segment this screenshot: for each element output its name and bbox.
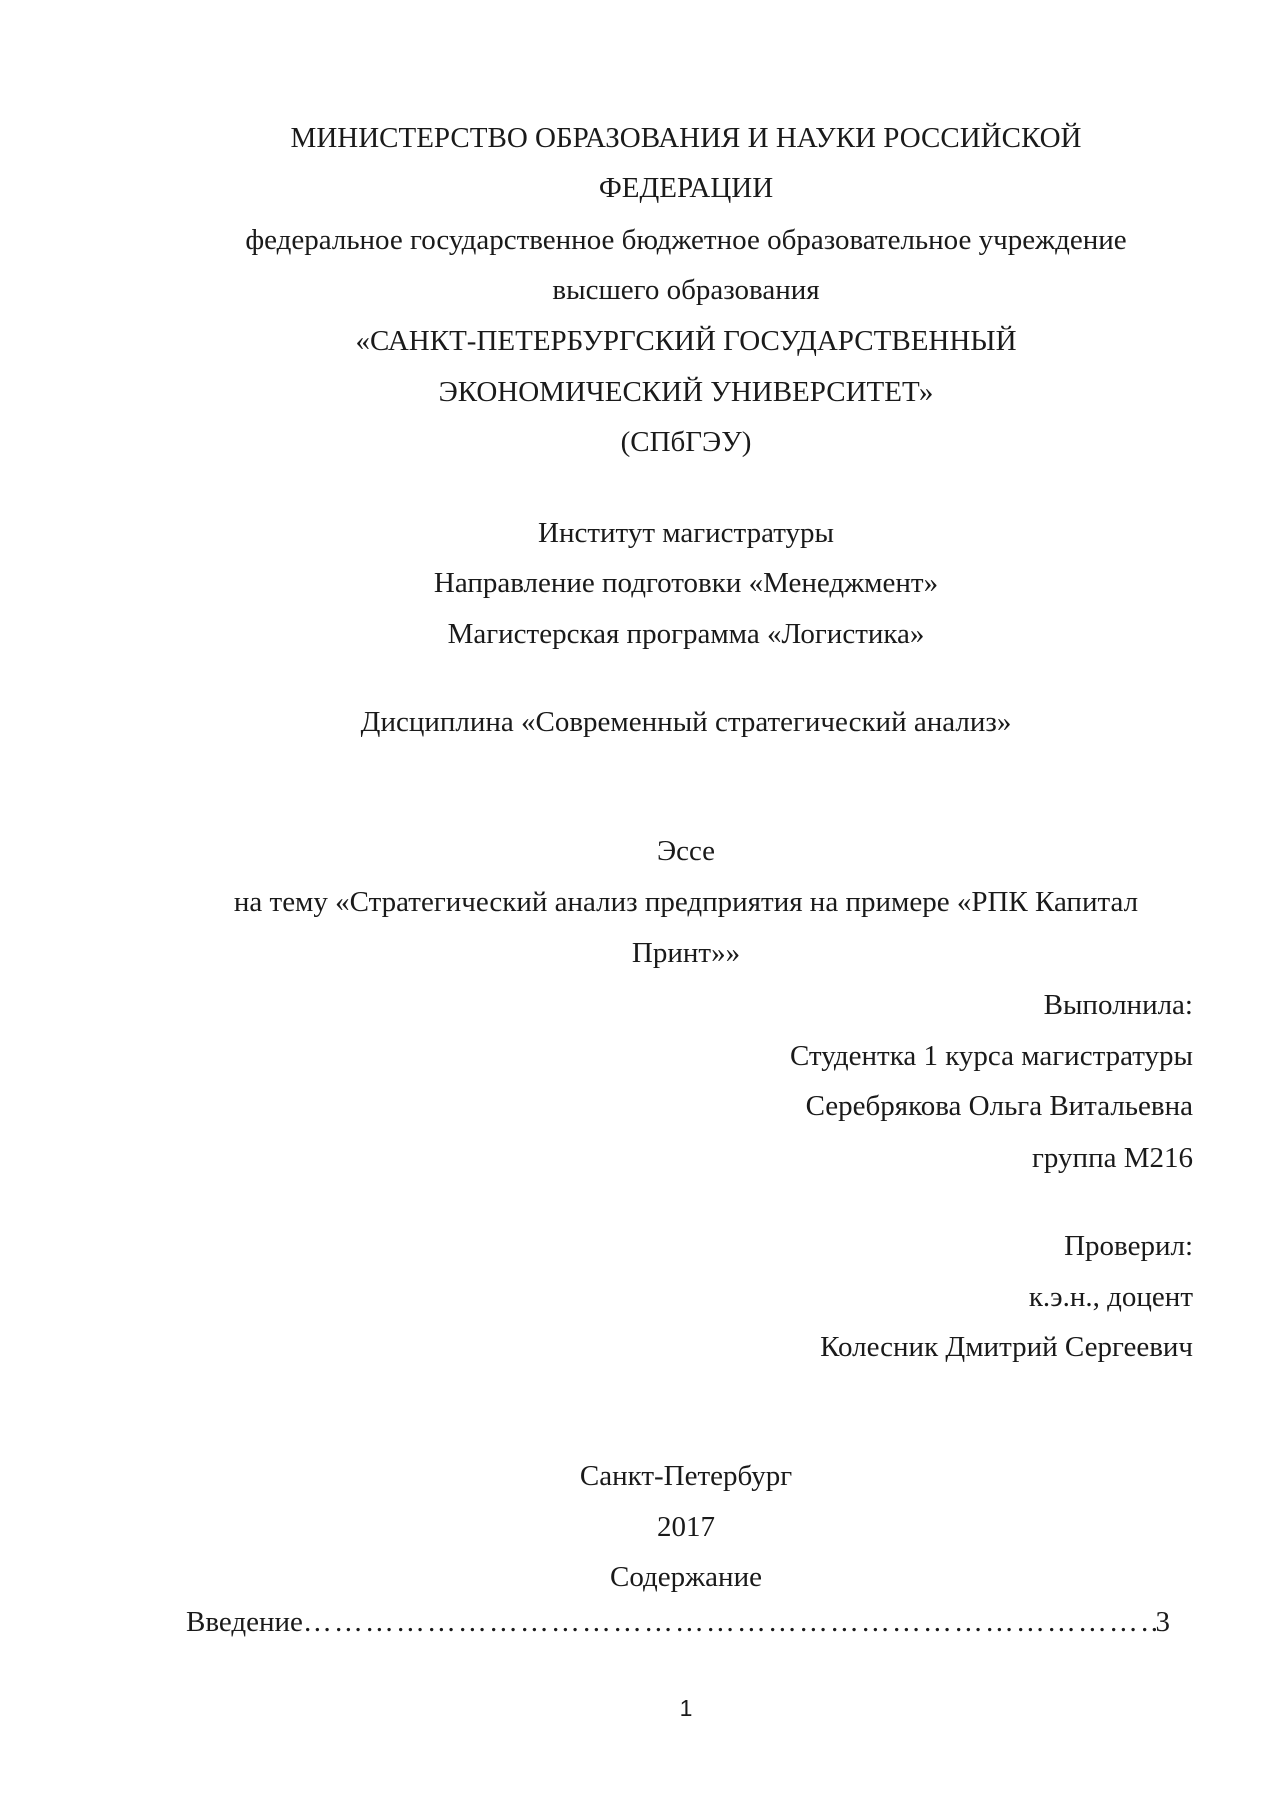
author-name: Серебрякова Ольга Витальевна (805, 1090, 1193, 1122)
page-number: 1 (679, 1695, 693, 1721)
ministry-line-1: МИНИСТЕРСТВО ОБРАЗОВАНИЯ И НАУКИ РОССИЙСКОЙ (290, 122, 1082, 154)
work-type: Эссе (656, 835, 716, 867)
university-name-line-1: «САНКТ-ПЕТЕРБУРГСКИЙ ГОСУДАРСТВЕННЫЙ (355, 325, 1017, 357)
master-program: Магистерская программа «Логистика» (447, 618, 925, 650)
institute-name: Институт магистратуры (538, 517, 834, 549)
author-role: Студентка 1 курса магистратуры (789, 1040, 1193, 1072)
reviewer-label: Проверил: (1064, 1230, 1193, 1262)
city: Санкт-Петербург (579, 1460, 793, 1492)
year: 2017 (657, 1511, 715, 1543)
author-label: Выполнила: (1043, 989, 1193, 1021)
essay-topic-line-2: Принт»» (631, 937, 741, 969)
university-name-line-2: ЭКОНОМИЧЕСКИЙ УНИВЕРСИТЕТ» (438, 376, 934, 408)
author-group: группа М216 (1032, 1142, 1193, 1174)
toc-entry-page: 3 (1155, 1606, 1170, 1638)
institution-type-line-2: высшего образования (552, 274, 820, 306)
ministry-line-2: ФЕДЕРАЦИИ (598, 172, 774, 204)
toc-leader-dots (303, 1604, 1156, 1640)
training-direction: Направление подготовки «Менеджмент» (433, 567, 939, 599)
discipline-name: Дисциплина «Современный стратегический анализ» (360, 706, 1012, 738)
institution-type-line-1: федеральное государственное бюджетное образовательное учреждение (245, 224, 1127, 256)
reviewer-name: Колесник Дмитрий Сергеевич (820, 1331, 1193, 1363)
contents-heading: Содержание (610, 1561, 762, 1593)
essay-topic-line-1: на тему «Стратегический анализ предприятия на примере «РПК Капитал (233, 886, 1139, 918)
toc-entry-label: Введение (186, 1606, 303, 1638)
toc-entry[interactable] (186, 1604, 1170, 1640)
university-abbreviation: (СПбГЭУ) (620, 426, 752, 458)
reviewer-title: к.э.н., доцент (1028, 1281, 1193, 1313)
